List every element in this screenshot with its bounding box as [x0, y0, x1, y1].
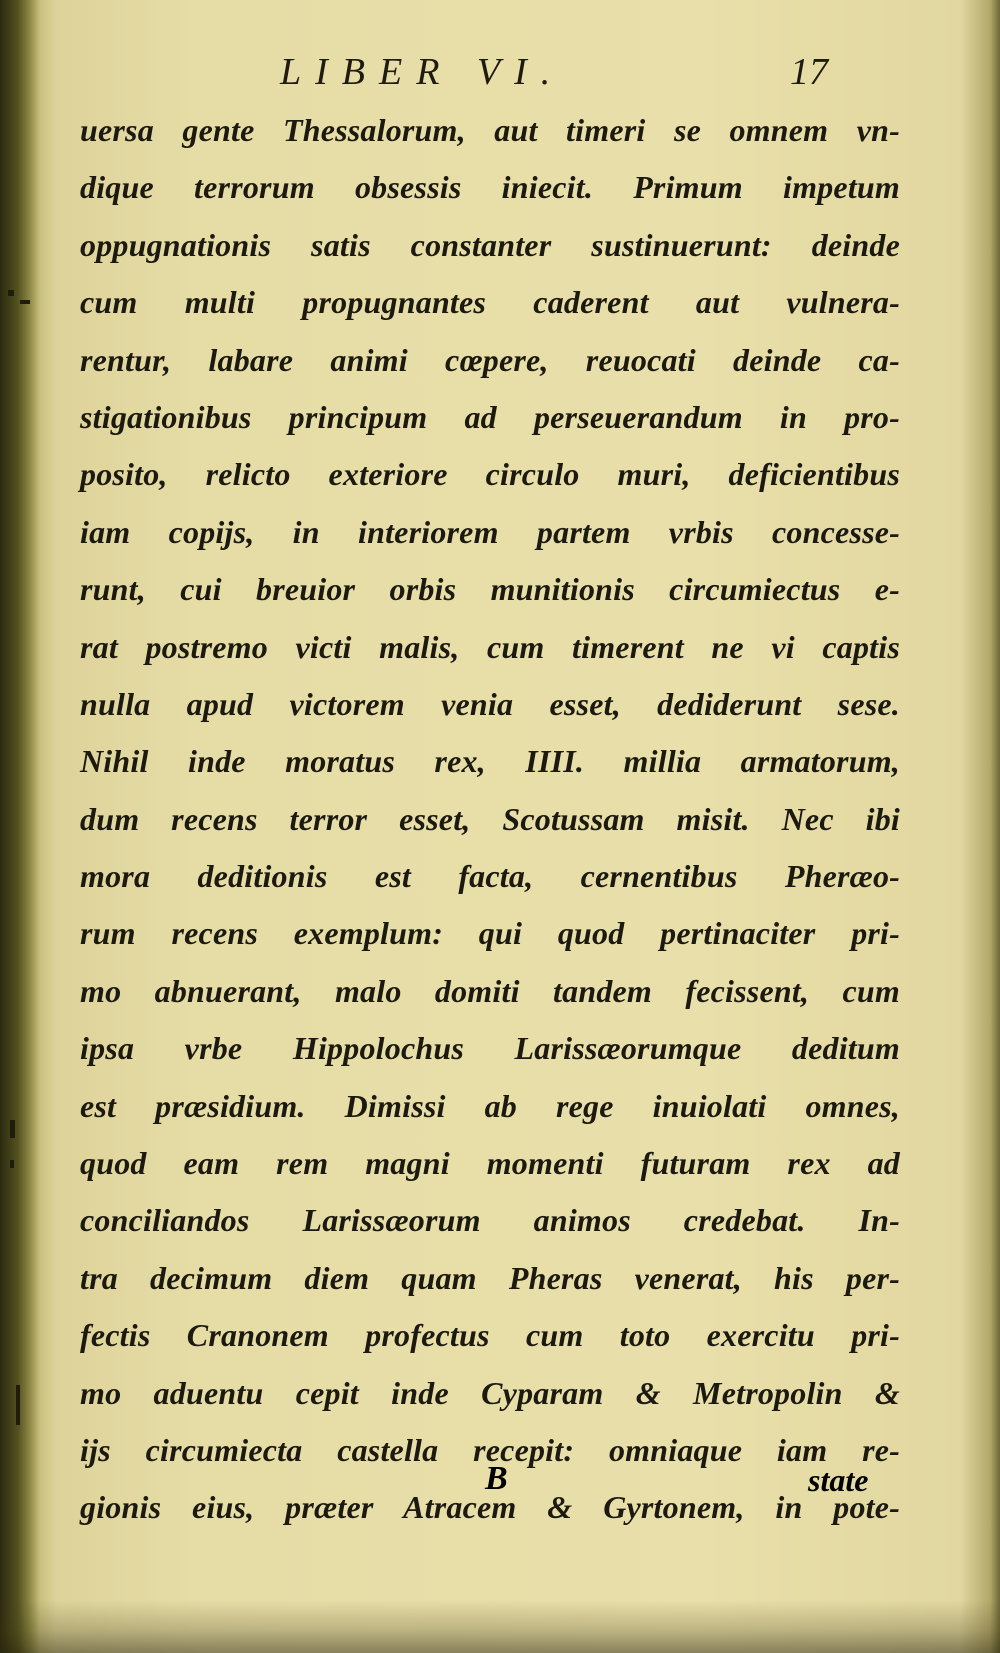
text-line: mora deditionis est facta, cernentibus Pheræo-: [80, 858, 900, 895]
book-page: [70, 40, 950, 1600]
binding-mark: [10, 1120, 15, 1138]
text-line: dum recens terror esset, Scotussam misit. Nec ibi: [80, 800, 900, 837]
text-line: Nihil inde moratus rex, IIII. millia armatorum,: [80, 743, 900, 780]
binding-mark: [10, 1160, 14, 1168]
text-line: tra decimum diem quam Pheras venerat, his per-: [80, 1259, 900, 1296]
text-line: conciliandos Larissæorum animos credebat. In-: [80, 1202, 900, 1239]
text-line: nulla apud victorem venia esset, dediderunt sese.: [80, 685, 900, 722]
text-line: mo abnuerant, malo domiti tandem fecissent, cum: [80, 972, 900, 1009]
text-line: stigationibus principum ad perseuerandum in pro-: [80, 398, 900, 435]
running-head-title: LIBER VI.: [280, 51, 565, 93]
binding-mark: [20, 300, 30, 304]
signature-mark: B: [485, 1460, 508, 1497]
text-line: rum recens exemplum: qui quod pertinaciter pri-: [80, 915, 900, 952]
text-line: iam copijs, in interiorem partem vrbis concesse-: [80, 513, 900, 550]
body-text: [80, 102, 900, 1537]
text-line: quod eam rem magni momenti futuram rex ad: [80, 1145, 900, 1182]
running-head: [70, 50, 950, 100]
binding-mark: [16, 1385, 20, 1425]
text-line: rat postremo victi malis, cum timerent ne vi captis: [80, 628, 900, 665]
text-line: runt, cui breuior orbis munitionis circumiectus e-: [80, 571, 900, 608]
text-line: ipsa vrbe Hippolochus Larissæorumque deditum: [80, 1030, 900, 1067]
text-line: oppugnationis satis constanter sustinuerunt: deinde: [80, 226, 900, 263]
text-line: ijs circumiecta castella recepit: omniaque iam re-: [80, 1431, 900, 1468]
text-line: posito, relicto exteriore circulo muri, deficientibus: [80, 456, 900, 493]
catchword: state: [808, 1462, 869, 1498]
page-bottom-shadow: [0, 1600, 1000, 1653]
text-line: gionis eius, præter Atracem & Gyrtonem, in pote-: [80, 1489, 900, 1526]
text-line: rentur, labare animi cœpere, reuocati deinde ca-: [80, 341, 900, 378]
text-line: cum multi propugnantes caderent aut vulnera-: [80, 284, 900, 321]
text-line: mo aduentu cepit inde Cyparam & Metropolin &: [80, 1374, 900, 1411]
text-line: uersa gente Thessalorum, aut timeri se omnem vn-: [80, 112, 900, 148]
text-line: fectis Cranonem profectus cum toto exercitu pri-: [80, 1317, 900, 1354]
text-line: dique terrorum obsessis iniecit. Primum impetum: [80, 169, 900, 206]
text-line: est præsidium. Dimissi ab rege inuiolati omnes,: [80, 1087, 900, 1124]
page-number: 17: [790, 51, 828, 93]
binding-mark: [8, 290, 14, 296]
